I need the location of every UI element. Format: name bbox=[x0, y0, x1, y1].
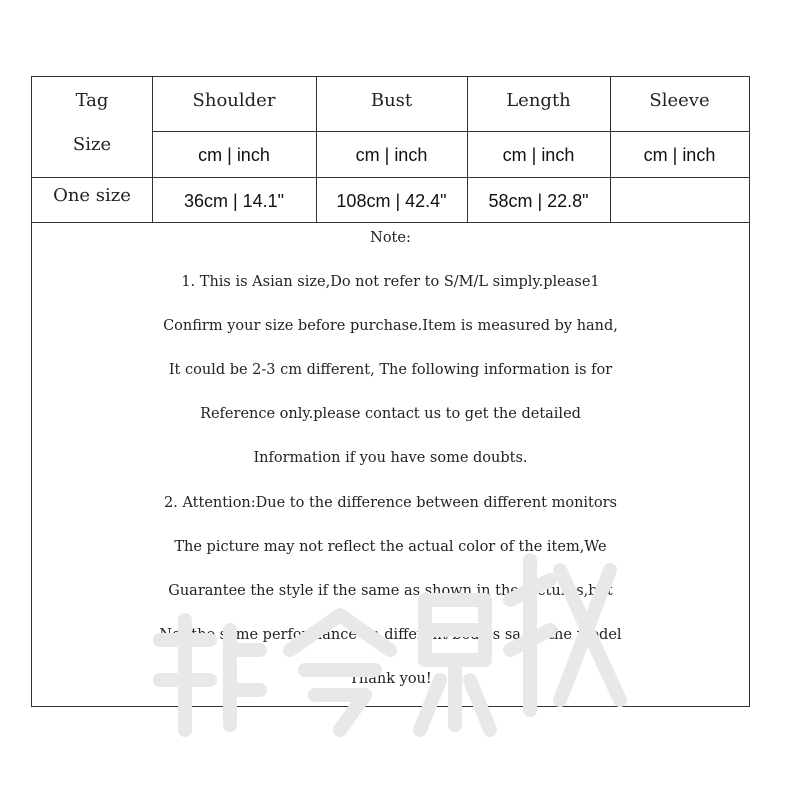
value-length: 58cm | 22.8" bbox=[488, 190, 589, 211]
notes-line: It could be 2-3 cm different, The following information is for bbox=[168, 362, 613, 378]
divider bbox=[152, 131, 749, 132]
row-label-one-size: One size bbox=[53, 184, 131, 206]
notes-line: Not the same performance on different bodies sa on the model bbox=[159, 627, 622, 643]
unit-bust: cm | inch bbox=[355, 144, 428, 165]
notes-line: 1. This is Asian size,Do not refer to S/M/L simply.please1 bbox=[181, 274, 600, 290]
value-sleeve bbox=[610, 179, 749, 223]
unit-shoulder: cm | inch bbox=[198, 144, 270, 165]
notes-title: Note: bbox=[370, 230, 411, 246]
header-sleeve: Sleeve bbox=[649, 89, 710, 111]
unit-length: cm | inch bbox=[502, 144, 575, 165]
header-bust: Bust bbox=[370, 89, 413, 111]
notes-line: 2. Attention:Due to the difference between different monitors bbox=[164, 495, 617, 511]
notes-line: The picture may not reflect the actual color of the item,We bbox=[174, 539, 607, 555]
value-shoulder: 36cm | 14.1" bbox=[183, 190, 285, 211]
notes-line: Guarantee the style if the same as shown in the pictures,but bbox=[168, 583, 613, 599]
size-chart-frame bbox=[31, 76, 750, 707]
notes-line: Reference only.please contact us to get the detailed bbox=[200, 406, 581, 422]
header-length: Length bbox=[506, 89, 571, 111]
tag-label: Tag bbox=[75, 89, 109, 111]
unit-sleeve: cm | inch bbox=[643, 144, 716, 165]
notes-line: Confirm your size before purchase.Item is measured by hand, bbox=[163, 318, 618, 334]
value-bust: 108cm | 42.4" bbox=[336, 190, 447, 211]
header-shoulder: Shoulder bbox=[192, 89, 276, 111]
notes-line: Thank you! bbox=[349, 671, 432, 687]
notes-line: Information if you have some doubts. bbox=[253, 450, 528, 466]
size-label: Size bbox=[72, 133, 112, 155]
